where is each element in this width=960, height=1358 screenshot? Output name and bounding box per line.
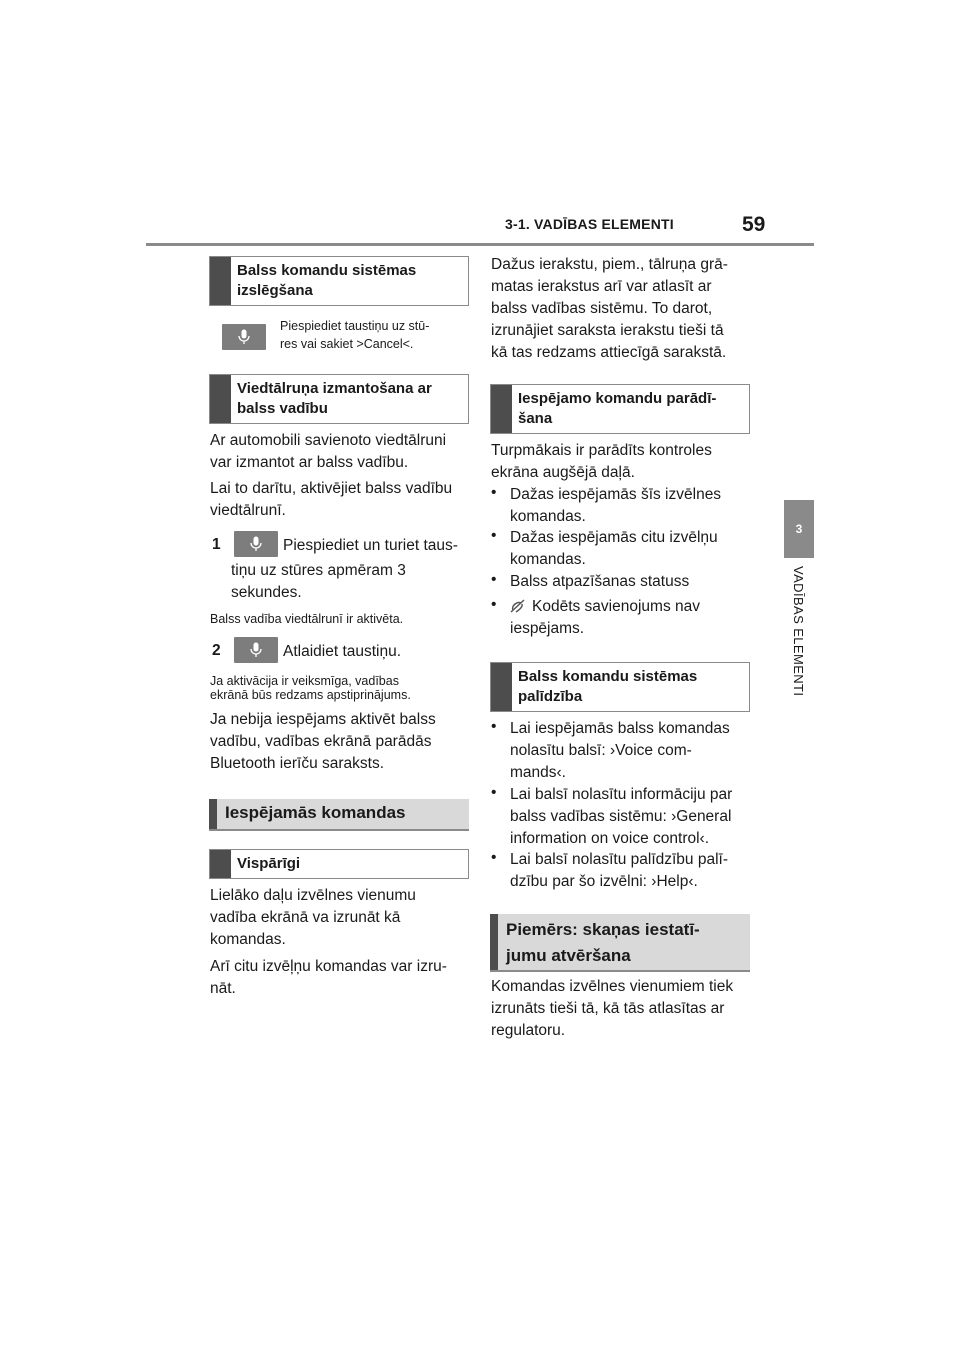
list-item: Kodēts savienojums nav bbox=[532, 598, 701, 615]
chapter-tab bbox=[784, 500, 814, 558]
paragraph: Arī citu izvēļņu komandas var izru- nāt. bbox=[210, 958, 447, 997]
step-number: 1 bbox=[212, 536, 221, 553]
chapter-label-container bbox=[768, 566, 828, 716]
heading-line: izslēgšana bbox=[237, 282, 313, 299]
list-item: Lai balsī nolasītu informāciju par balss vadības sistēmu: ›General information on voice control‹. bbox=[510, 786, 733, 847]
heading-voice-help: Balss komandu sistēmas palīdzība bbox=[490, 662, 750, 712]
paragraph: Ja nebija iespējams aktivēt balss vadību, vadības ekrānā parādās Bluetooth ierīču saraksts. bbox=[210, 711, 436, 772]
paragraph: Dažus ierakstu, piem., tālruņa grā- matas ierakstus arī var atlasīt ar balss vadības sistēmu. To darot, izrunājiet saraksta ierakstu tieši tā kā tas redzams attiecīgā sarakstā. bbox=[491, 256, 728, 361]
chapter-label: VADĪBAS ELEMENTI bbox=[791, 566, 806, 697]
list-item: Balss atpazīšanas statuss bbox=[510, 573, 690, 590]
disable-voice-text: Piespiediet taustiņu uz stū- res vai sakiet >Cancel<. bbox=[280, 319, 430, 351]
list-item: Lai iespējamās balss komandas nolasītu balsī: ›Voice com- mands‹. bbox=[510, 720, 730, 781]
list-item: Lai balsī nolasītu palīdzību palī- dzību par šo izvēlni: ›Help‹. bbox=[510, 851, 728, 890]
chapter-number: 3 bbox=[795, 522, 803, 536]
heading-line: Balss komandu sistēmas bbox=[237, 262, 417, 279]
note: Balss vadība viedtālrunī ir aktivēta. bbox=[210, 612, 404, 626]
paragraph: Komandas izvēlnes vienumiem tiek izrunāts tieši tā, kā tās atlasītas ar regulatoru. bbox=[491, 978, 734, 1039]
microphone-icon bbox=[250, 642, 262, 658]
heading-smartphone-voice: Viedtālruņa izmantošana ar balss vadību bbox=[209, 374, 469, 424]
list-item: Dažas iespējamās citu izvēlņu komandas. bbox=[510, 529, 718, 568]
step-number: 2 bbox=[212, 642, 221, 659]
microphone-icon bbox=[238, 329, 250, 345]
mic-button-icon bbox=[222, 324, 266, 350]
paragraph: Lai to darītu, aktivējiet balss vadību viedtālrunī. bbox=[210, 480, 453, 519]
microphone-icon bbox=[250, 536, 262, 552]
page-number: 59 bbox=[742, 213, 766, 236]
list-item: Dažas iespējamās šīs izvēlnes komandas. bbox=[510, 486, 722, 525]
heading-disable-voice bbox=[209, 256, 469, 306]
section-title: 3-1. VADĪBAS ELEMENTI bbox=[505, 216, 674, 232]
paragraph: Turpmākais ir parādīts kontroles ekrāna augšējā daļā. bbox=[491, 442, 712, 481]
step-text: Piespiediet un turiet taus- bbox=[283, 537, 458, 554]
section-heading: Piemērs: skaņas iestatī- jumu atvēršana bbox=[490, 914, 750, 972]
heading-show-commands: Iespējamo komandu parādī- šana bbox=[490, 384, 750, 434]
paragraph: Lielāko daļu izvēlnes vienumu vadība ekrānā va izrunāt kā komandas. bbox=[210, 887, 416, 948]
list-item: iespējams. bbox=[510, 620, 585, 637]
paragraph: Ar automobili savienoto viedtālruni var izmantot ar balss vadību. bbox=[210, 432, 447, 471]
encrypted-connection-crossed-icon bbox=[509, 598, 527, 614]
step-text: tiņu uz stūres apmēram 3 sekundes. bbox=[231, 562, 406, 601]
header-rule bbox=[146, 243, 814, 246]
heading-general: Vispārīgi bbox=[209, 849, 469, 879]
mic-button-icon bbox=[234, 531, 278, 557]
step-text: Atlaidiet taustiņu. bbox=[283, 643, 402, 660]
note: Ja aktivācija ir veiksmīga, vadības ekrānā būs redzams apstiprinājums. bbox=[210, 674, 411, 702]
mic-button-icon bbox=[234, 637, 278, 663]
section-heading: Iespējamās komandas bbox=[209, 799, 469, 831]
